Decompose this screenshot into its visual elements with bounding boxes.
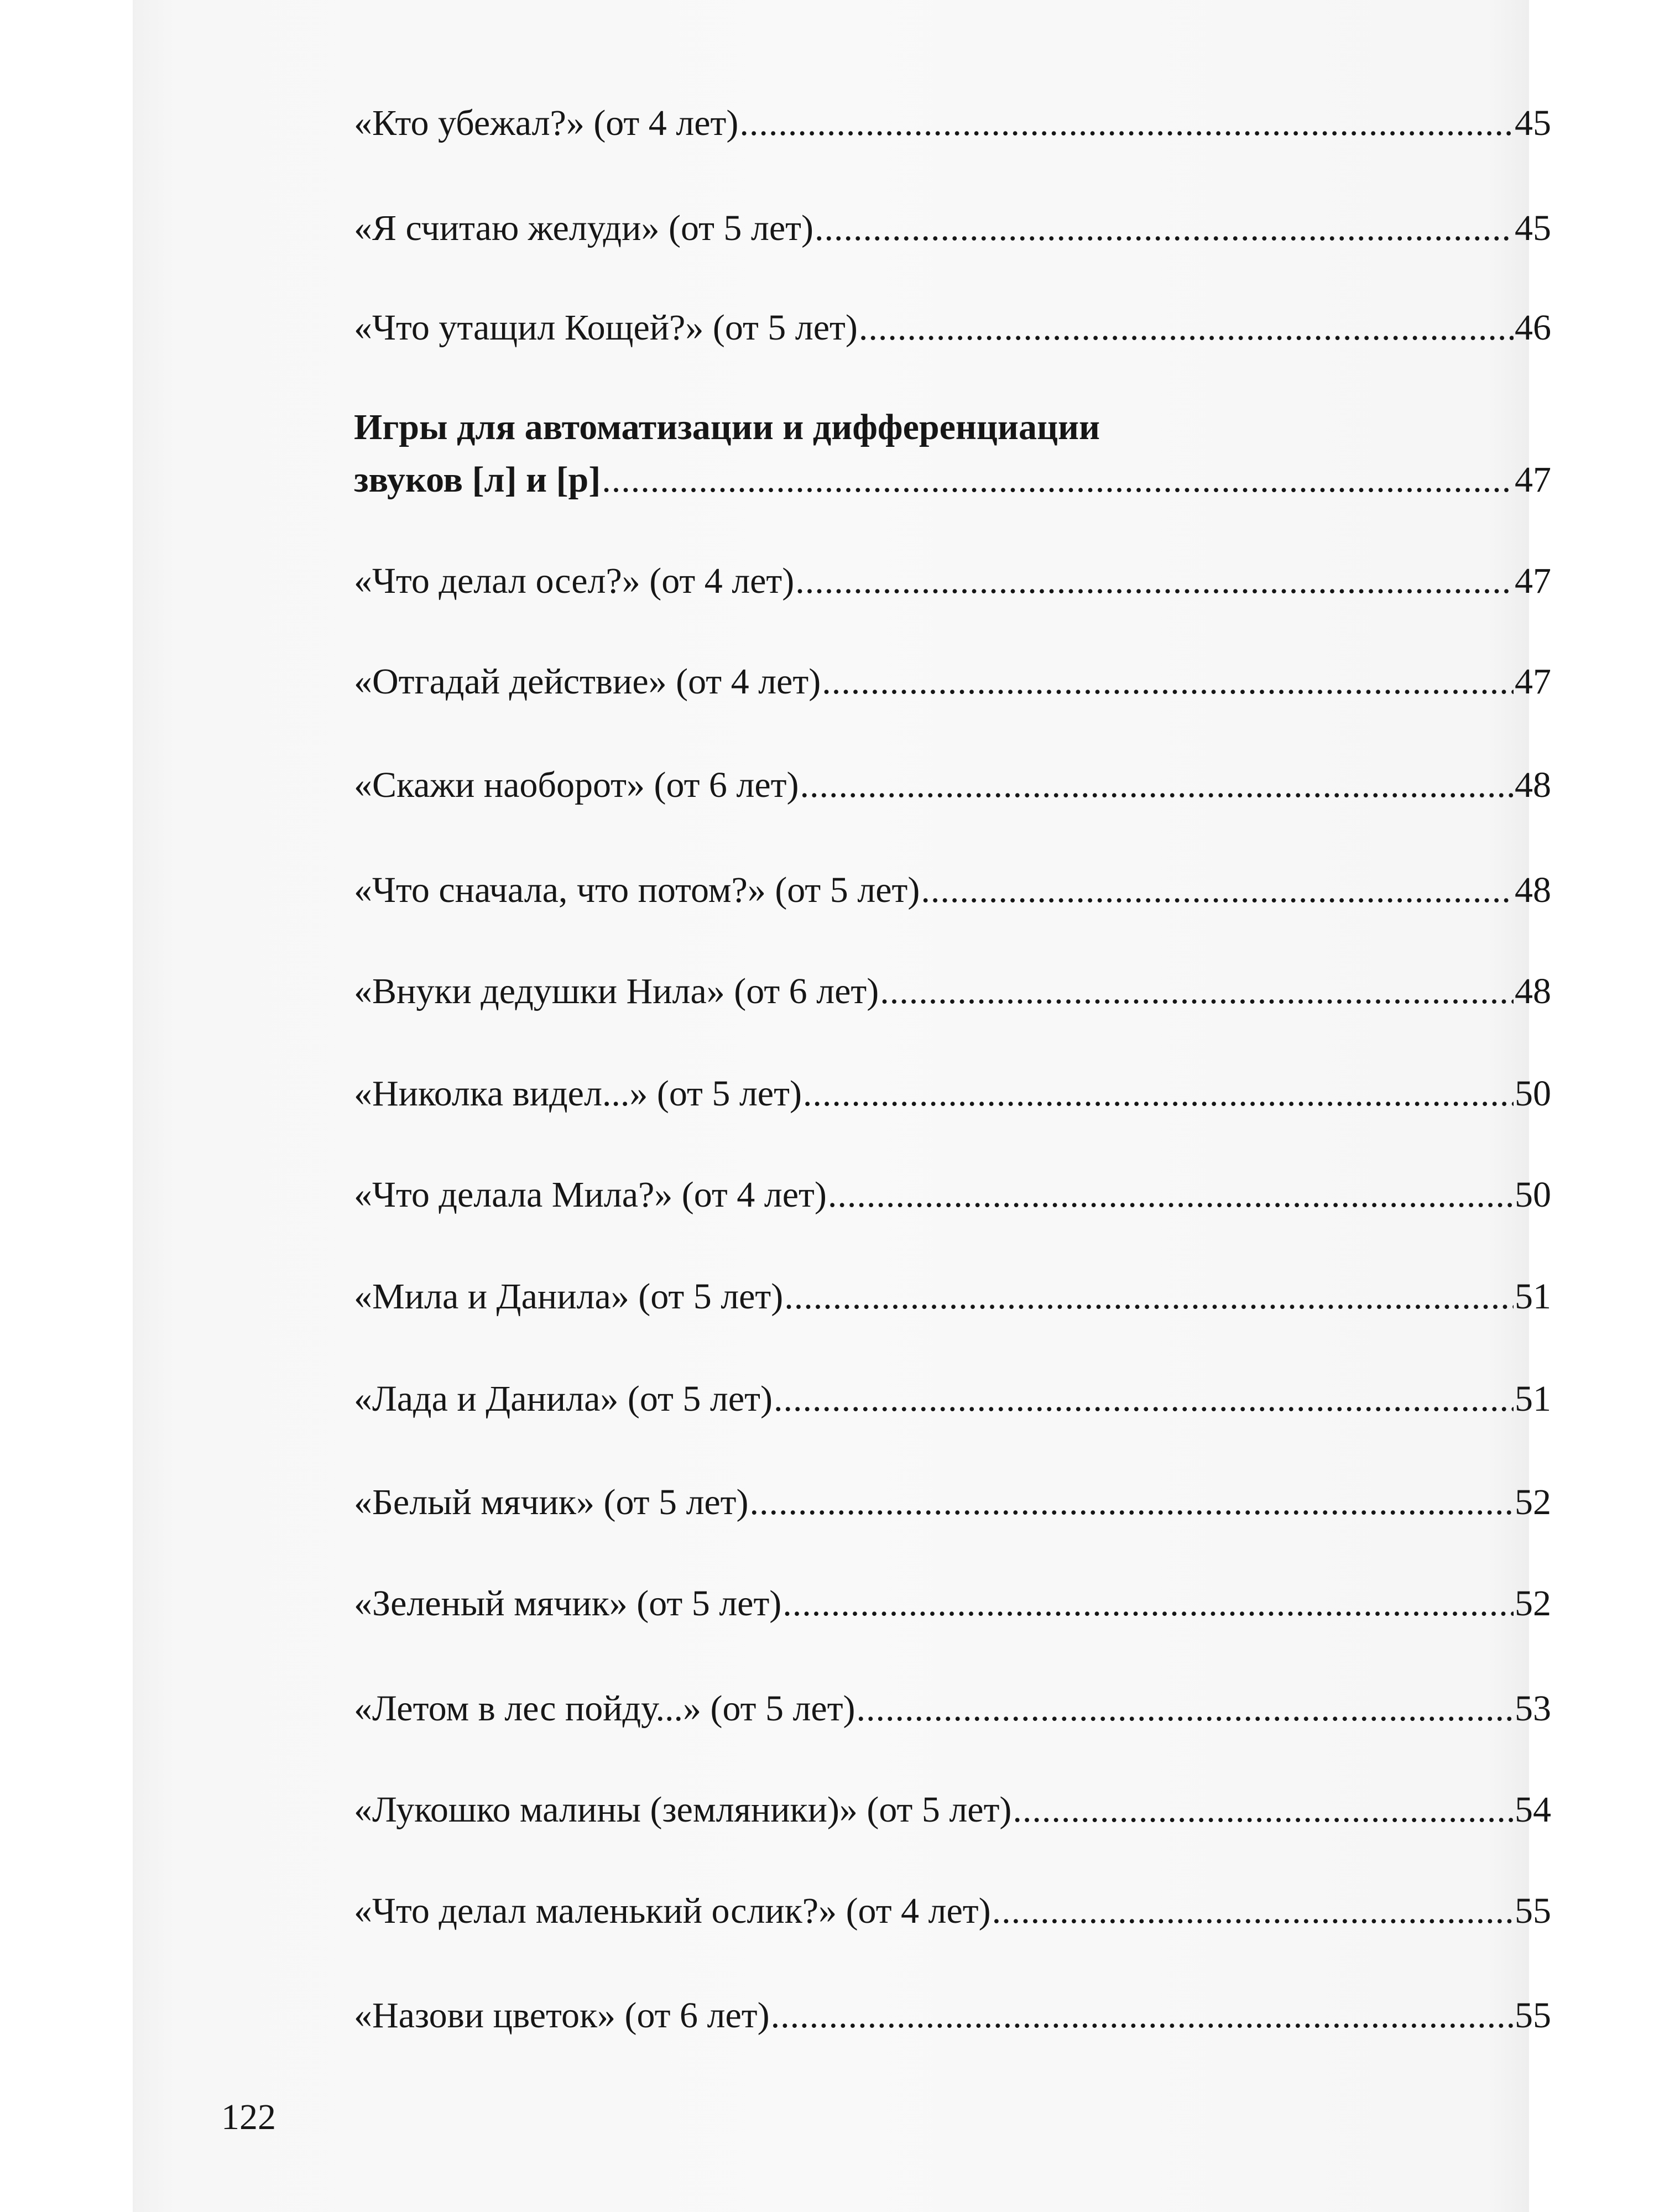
toc-entry xyxy=(354,1792,1551,1828)
toc-entry-title: «Что сначала, что потом?» (от 5 лет) xyxy=(354,870,920,910)
toc-entry-page: 55 xyxy=(1515,1995,1551,2036)
dot-leader xyxy=(857,1691,1514,1727)
toc-entry xyxy=(354,307,1551,348)
dot-leader xyxy=(750,1484,1514,1521)
toc-entry-page: 53 xyxy=(1515,1688,1551,1729)
dot-leader xyxy=(771,1997,1514,2034)
dot-leader xyxy=(803,1076,1514,1112)
dot-leader xyxy=(784,1279,1514,1315)
dot-leader xyxy=(992,1893,1514,1929)
toc-entry-page: 51 xyxy=(1515,1379,1551,1419)
toc-entry xyxy=(354,1585,1551,1622)
toc-entry-title: «Назови цветок» (от 6 лет) xyxy=(354,1995,770,2036)
dot-leader xyxy=(828,1177,1514,1213)
toc-entry-page: 48 xyxy=(1515,765,1551,805)
toc-entry xyxy=(354,661,1551,702)
toc-entry-page: 54 xyxy=(1515,1790,1551,1830)
dot-leader xyxy=(822,664,1514,700)
dot-leader xyxy=(795,563,1514,599)
toc-entry xyxy=(354,563,1551,599)
section-heading-title: звуков [л] и [р] xyxy=(354,460,601,500)
toc-entry xyxy=(354,1073,1551,1114)
toc-entry-title: «Отгадай действие» (от 4 лет) xyxy=(354,661,821,702)
toc-entry-title: «Кто убежал?» (от 4 лет) xyxy=(354,103,739,143)
dot-leader xyxy=(800,767,1514,804)
toc-entry-title: «Внуки дедушки Нила» (от 6 лет) xyxy=(354,971,879,1011)
toc-entry xyxy=(354,1997,1551,2034)
toc-entry-page: 46 xyxy=(1515,307,1551,348)
dot-leader xyxy=(815,210,1514,247)
toc-entry-title: «Что делала Мила?» (от 4 лет) xyxy=(354,1175,827,1215)
toc-entry-title: «Белый мячик» (от 5 лет) xyxy=(354,1482,749,1522)
dot-leader xyxy=(1013,1792,1514,1828)
toc-entry-page: 52 xyxy=(1515,1583,1551,1624)
dot-leader xyxy=(602,462,1514,498)
toc-entry-title: «Что делал осел?» (от 4 лет) xyxy=(354,561,795,601)
toc-entry-page: 50 xyxy=(1515,1073,1551,1114)
toc-entry xyxy=(354,767,1551,804)
toc-entry-page: 48 xyxy=(1515,971,1551,1011)
toc-entry-title: «Что утащил Кощей?» (от 5 лет) xyxy=(354,307,858,348)
toc-entry xyxy=(354,1177,1551,1213)
toc-entry-page: 48 xyxy=(1515,870,1551,910)
toc-entry-title: «Лукошко малины (земляники)» (от 5 лет) xyxy=(354,1790,1012,1830)
toc-entry xyxy=(354,1893,1551,1929)
toc-entry xyxy=(354,1688,1551,1729)
toc-entry xyxy=(354,210,1551,247)
toc-entry-title: «Я считаю желуди» (от 5 лет) xyxy=(354,208,813,248)
toc-entry xyxy=(354,1484,1551,1521)
toc-entry-title: «Скажи наоборот» (от 6 лет) xyxy=(354,765,799,805)
toc-entry-page: 45 xyxy=(1515,208,1551,248)
toc-entry xyxy=(354,105,1551,142)
dot-leader xyxy=(880,973,1514,1010)
toc-entry-page: 51 xyxy=(1515,1276,1551,1317)
section-heading: Игры для автоматизации и дифференциации xyxy=(354,407,1100,447)
dot-leader xyxy=(921,872,1514,909)
toc-entry xyxy=(354,872,1551,909)
dot-leader xyxy=(774,1381,1514,1417)
dot-leader xyxy=(859,310,1514,346)
toc-entry-page: 50 xyxy=(1515,1175,1551,1215)
toc-entry-title: «Николка видел...» (от 5 лет) xyxy=(354,1073,802,1114)
dot-leader xyxy=(739,105,1514,142)
toc-entry-title: «Летом в лес пойду...» (от 5 лет) xyxy=(354,1688,855,1729)
toc-entry-page: 47 xyxy=(1515,661,1551,702)
toc-entry-title: «Зеленый мячик» (от 5 лет) xyxy=(354,1583,782,1624)
dot-leader xyxy=(782,1585,1514,1622)
toc-entry-page: 55 xyxy=(1515,1891,1551,1931)
toc-entry-page: 52 xyxy=(1515,1482,1551,1522)
toc-entry xyxy=(354,973,1551,1010)
toc-entry-page: 45 xyxy=(1515,103,1551,143)
section-heading-entry xyxy=(354,462,1551,498)
toc-entry-page: 47 xyxy=(1515,460,1551,500)
toc-entry-page: 47 xyxy=(1515,561,1551,601)
toc-entry-title: «Что делал маленький ослик?» (от 4 лет) xyxy=(354,1891,991,1931)
toc-entry xyxy=(354,1381,1551,1417)
toc-entry-title: «Лада и Данила» (от 5 лет) xyxy=(354,1379,773,1419)
page-number: 122 xyxy=(221,2097,276,2137)
book-page xyxy=(133,0,1551,2212)
toc-entry-title: «Мила и Данила» (от 5 лет) xyxy=(354,1276,784,1317)
toc-entry xyxy=(354,1276,1551,1317)
